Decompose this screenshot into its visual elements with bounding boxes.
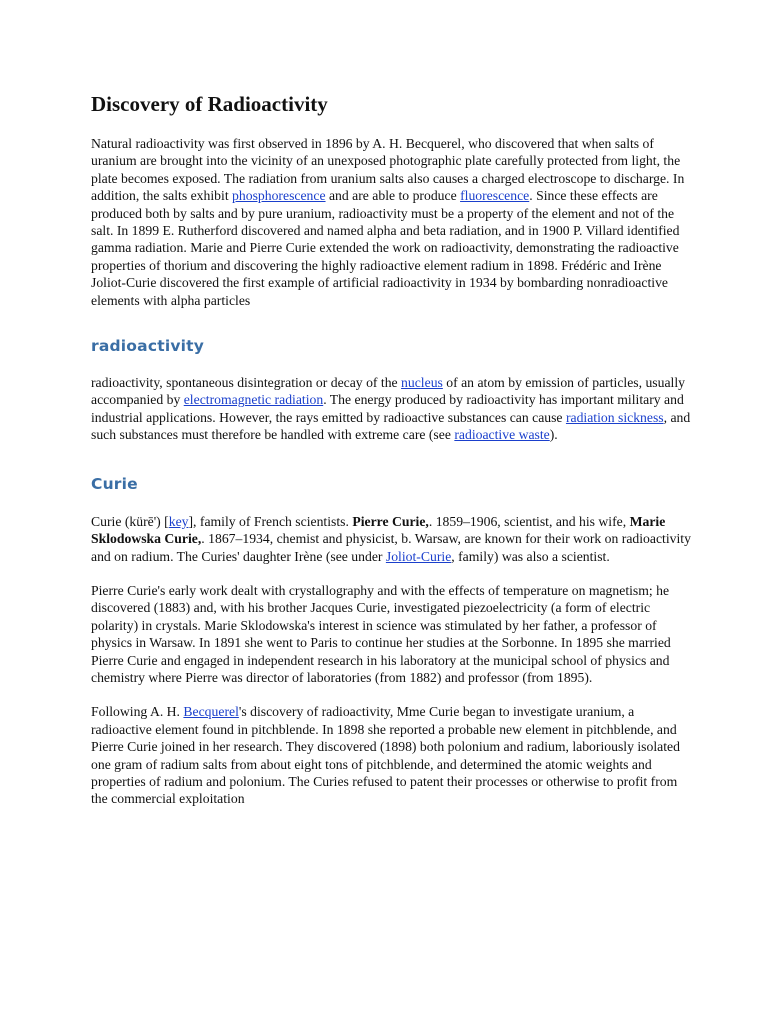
intro-text-2: and are able to produce bbox=[325, 188, 461, 204]
electromagnetic-radiation-link[interactable]: electromagnetic radiation bbox=[183, 392, 324, 408]
curie-paragraph-1 bbox=[91, 513, 691, 565]
radiation-sickness-link[interactable]: radiation sickness bbox=[565, 409, 664, 425]
radio-text-2: of an atom by emission of particles, usually accompanied by bbox=[91, 375, 686, 408]
curie-text-4: . 1867–1934, chemist and physicist, b. Warsaw, are known for their work on radioactivity and on radium. The Curies' daughter Irène (see under bbox=[91, 531, 691, 564]
phosphorescence-link[interactable]: phosphorescence bbox=[232, 188, 326, 204]
radioactive-waste-link[interactable]: radioactive waste bbox=[454, 427, 550, 443]
page-title: Discovery of Radioactivity bbox=[91, 92, 328, 116]
radio-text-1: radioactivity, spontaneous disintegration or decay of the bbox=[91, 375, 402, 391]
curie3-text-2: 's discovery of radioactivity, Mme Curie began to investigate uranium, a radioactive element found in pitchblende. In 1898 she reported a probable new element in pitchblende, and Pierre Curie joined in her research. They discovered (1898) both polonium and radium, laboriously isolated one gram of radium salts from about eight tons of pitchblende, and determined the atomic weights and properties of radium and polonium. The Curies refused to patent their processes or otherwise to profit from the commercial exploitation bbox=[91, 704, 680, 807]
becquerel-link[interactable]: Becquerel bbox=[183, 704, 239, 720]
joliot-curie-link[interactable]: Joliot-Curie bbox=[385, 548, 452, 564]
curie-text-1: Curie (kürē') [ bbox=[91, 513, 169, 529]
curie-paragraph-2: Pierre Curie's early work dealt with crystallography and with the effects of temperature on magnetism; he discovered (1883) and, with his brother Jacques Curie, investigated piezoelectricity (a form of electric polarity) in crystals. Marie Sklodowska's interest in science was stimulated by her father, a professor of physics in Warsaw. In 1891 she went to Paris to continue her studies at the Sorbonne. In 1895 she married Pierre Curie and engaged in independent research in his laboratory at the municipal school of physics and chemistry where Pierre was director of laboratories (from 1882) and professor (from 1895). bbox=[91, 582, 671, 685]
radio-text-3: . The energy produced by radioactivity has important military and industrial applications. However, the rays emitted by radioactive substances can cause bbox=[91, 392, 684, 425]
nucleus-link[interactable]: nucleus bbox=[401, 375, 443, 391]
key-link[interactable]: key bbox=[168, 513, 189, 529]
curie-text-5: , family) was also a scientist. bbox=[451, 548, 610, 564]
curie-heading: Curie bbox=[91, 474, 138, 493]
intro-text-1: Natural radioactivity was first observed in 1896 by A. H. Becquerel, who discovered that when salts of uranium are brought into the vicinity of an unexposed photographic plate carefully protected from light, the plate becomes exposed. The radiation from uranium salts also causes a charged electroscope to discharge. In addition, the salts exhibit bbox=[91, 136, 685, 204]
marie-curie-name: Marie Sklodowska Curie, bbox=[91, 513, 666, 547]
pierre-curie-name: Pierre Curie, bbox=[352, 513, 429, 529]
radioactivity-heading: radioactivity bbox=[91, 337, 205, 356]
curie3-text-1: Following A. H. bbox=[91, 704, 184, 720]
radio-text-4: , and such substances must therefore be handled with extreme care (see bbox=[91, 409, 691, 443]
curie-paragraph-3 bbox=[91, 703, 691, 807]
curie-text-3: . 1859–1906, scientist, and his wife, bbox=[428, 513, 630, 529]
curie-text-2: ], family of French scientists. bbox=[188, 513, 353, 529]
intro-paragraph bbox=[91, 135, 691, 309]
radioactivity-paragraph bbox=[91, 374, 691, 444]
fluorescence-link[interactable]: fluorescence bbox=[460, 188, 530, 204]
radio-text-5: ). bbox=[549, 427, 558, 443]
intro-text-3: . Since these effects are produced both by salts and by pure uranium, radioactivity must be a property of the element and not of the salt. In 1899 E. Rutherford discovered and named alpha and beta radiation, and in 1900 P. Villard identified gamma radiation. Marie and Pierre Curie extended the work on radioactivity, demonstrating the radioactive properties of thorium and discovering the highly radioactive element radium in 1898. Frédéric and Irène Joliot-Curie discovered the first example of artificial radioactivity in 1934 by bombarding nonradioactive elements with alpha particles bbox=[91, 188, 680, 308]
